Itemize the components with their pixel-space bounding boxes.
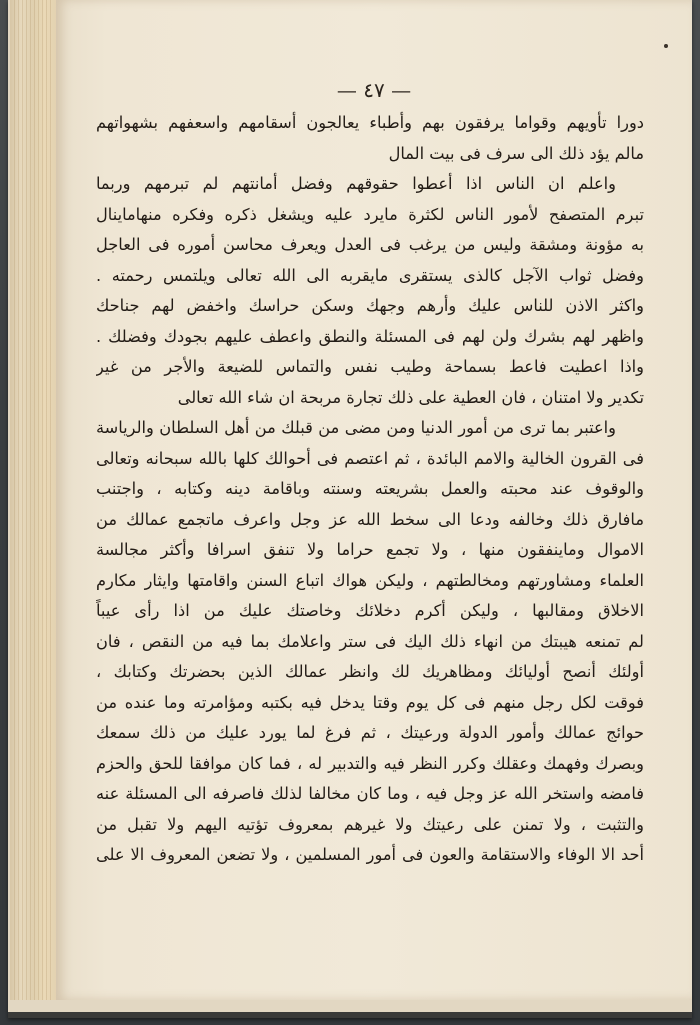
page-text <box>96 108 644 871</box>
book-page <box>56 0 692 1000</box>
text-line: تبرم المتصفح لأمور الناس لكثرة مايرد عليه ويشغل ذكره وفكره منهاماينال <box>96 204 644 224</box>
text-line: العلماء ومشاورتهم ومخالطتهم ، وليكن هواك اتباع السنن واقامتها وايثار مكارم <box>96 570 644 590</box>
text-line: الاخلاق ومقالبها ، وليكن أكرم دخلائك وخاصتك عليك من اذا رأى عيباً <box>96 601 644 620</box>
text-line: والوقوف عند محبته والعمل بشريعته وسنته وباقامة دينه وكتابه ، واجتنب <box>96 479 644 498</box>
text-line: واعتبر بما ترى من أمور الدنيا ومن مضى من قبلك من أهل السلطان والرياسة <box>96 418 616 437</box>
text-line: فوقت لكل رجل منهم فى كل يوم وقتا يدخل فيه بكتبه ومؤامرته وما عنده من <box>96 692 644 712</box>
text-line: أحد الا الوفاء والاستقامة والعون فى أمور المسلمين ، ولا تضعن المعروف الا على <box>96 845 644 864</box>
text-line: وفضل ثواب الآجل كالذى يستقرى مايقربه الى الله تعالى ويلتمس رحمته . <box>96 265 644 285</box>
text-line: فامضه واستخر الله عز وجل فيه ، وما كان مخالفا لذلك فاصرفه الى المسئلة عنه <box>96 784 644 803</box>
text-line: مافارق ذلك وخالفه ودعا الى سخط الله عز وجل واعرف ماتجمع عمالك من <box>96 509 644 529</box>
text-line: به مؤونة ومشقة وليس من يرغب فى العدل ويعرف محاسن أموره فى العاجل <box>96 235 644 254</box>
text-line: دورا تأويهم وقواما يرفقون بهم وأطباء يعالجون أسقامهم واسعفهم بشهواتهم <box>96 113 644 132</box>
text-line: الاموال وماينفقون منها ، ولا تجمع حراما ولا تنفق اسرافا وأكثر مجالسة <box>96 540 644 559</box>
text-line: أولئك أنصح أوليائك ومظاهريك لك وانظر عمالك الذين بحضرتك وكتابك ، <box>96 662 644 681</box>
text-line: واكثر الاذن للناس عليك وأرهم وجهك وسكن حراسك واخفض لهم جناحك <box>96 296 644 315</box>
page-number: — ٤٧ — <box>336 78 412 102</box>
text-line: تكدير ولا امتنان ، فان العطية على ذلك تجارة مربحة ان شاء الله تعالى <box>177 387 644 407</box>
text-line: واظهر لهم بشرك ولن لهم فى المسئلة والنطق واعطف عليهم بجودك وفضلك . <box>96 326 644 346</box>
ink-dot <box>664 44 668 48</box>
text-line: واذا اعطيت فاعط بسماحة وطيب نفس والتماس للضيعة والأجر من غير <box>96 357 644 376</box>
text-line: وبصرك وفهمك وعقلك وكرر النظر فيه والتدبير له ، فما كان موافقا للحق والحزم <box>96 753 644 773</box>
text-line: حوائج عمالك وأمور الدولة ورعيتك ، ثم فرغ لما يورد عليك من ذلك سمعك <box>96 723 644 742</box>
text-line: واعلم ان الناس اذا أعطوا حقوقهم وفضل أمانتهم لم تبرمهم وربما <box>96 174 616 193</box>
text-line: والتثبت ، ولا تمنن على رعيتك ولا غيرهم بمعروف تؤتيه اليهم ولا تقبل من <box>96 814 644 834</box>
text-line: فى القرون الخالية والامم البائدة ، ثم اعتصم فى أحوالك كلها بالله سبحانه وتعالى <box>96 448 644 468</box>
page-stack-lines <box>14 0 54 1000</box>
text-line: مالم يؤد ذلك الى سرف فى بيت المال <box>388 143 644 163</box>
text-line: لم تمنعه هيبتك من انهاء ذلك اليك فى ستر واعلامك بما فيه من النقص ، فان <box>96 631 644 651</box>
